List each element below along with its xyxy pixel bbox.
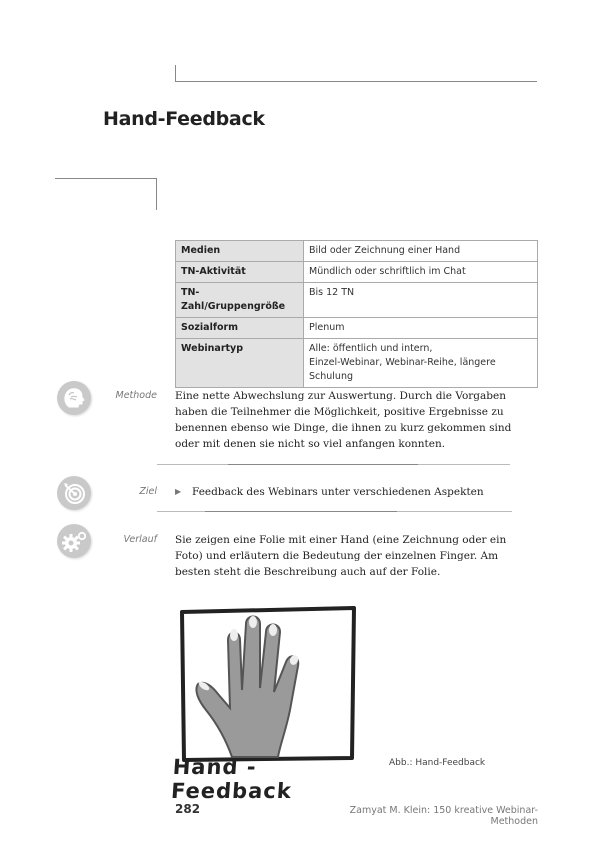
table-key: TN-Zahl/Gruppengröße [176, 283, 304, 318]
table-key: Webinartyp [176, 339, 304, 388]
section-label-verlauf: Verlauf [123, 534, 157, 545]
table-row [176, 339, 538, 388]
page-title: Hand-Feedback [103, 108, 265, 130]
left-rule-vertical [156, 178, 157, 210]
section-divider-accent [205, 511, 397, 512]
table-value: Plenum [304, 318, 538, 339]
head-brain-icon [57, 381, 91, 415]
section-label-methode: Methode [115, 390, 157, 401]
table-value [304, 339, 538, 388]
table-value: Bild oder Zeichnung einer Hand [304, 241, 538, 262]
section-label-ziel: Ziel [139, 486, 157, 497]
target-icon [57, 476, 91, 510]
info-table [175, 240, 538, 388]
table-row [176, 318, 538, 339]
page-number: 282 [175, 802, 201, 816]
hand-feedback-figure [168, 600, 368, 803]
table-row [176, 241, 538, 262]
table-value-line: Einzel-Webinar, Webinar-Reihe, längere Schulung [309, 357, 496, 382]
verlauf-text: Sie zeigen eine Folie mit einer Hand (eine Zeichnung oder ein Foto) und erläutern die Bedeutung der einzelnen Finger. Am besten steht die Beschreibung auch auf der Folie. [175, 534, 507, 578]
table-value: Bis 12 TN [304, 283, 538, 318]
table-row [176, 262, 538, 283]
table-value-line: Alle: öffentlich und intern, [309, 343, 433, 354]
table-key: Sozialform [176, 318, 304, 339]
bullet-arrow-icon: ▶ [175, 487, 182, 496]
figure-lettering: Hand - Feedback [170, 755, 293, 803]
methode-text: Eine nette Abwechslung zur Auswertung. Durch die Vorgaben haben die Teilnehmer die Möglichkeit, positive Ergebnisse zu benennen ebenso wie Dinge, die ihnen zu kurz gekommen sind oder mit denen sie nicht so viel anfangen konnten. [175, 390, 512, 450]
table-row [176, 283, 538, 318]
left-rule-horizontal [55, 178, 156, 179]
top-rule-vertical [175, 65, 176, 82]
top-rule-horizontal [175, 81, 537, 82]
table-value: Mündlich oder schriftlich im Chat [304, 262, 538, 283]
page-footer: Zamyat M. Klein: 150 kreative Webinar-Methoden [349, 805, 538, 827]
table-key: Medien [176, 241, 304, 262]
section-divider-accent [228, 464, 418, 465]
ziel-text: Feedback des Webinars unter verschiedenen Aspekten [192, 486, 484, 498]
figure-caption: Abb.: Hand-Feedback [389, 758, 486, 768]
table-key: TN-Aktivität [176, 262, 304, 283]
gears-icon [57, 524, 91, 558]
